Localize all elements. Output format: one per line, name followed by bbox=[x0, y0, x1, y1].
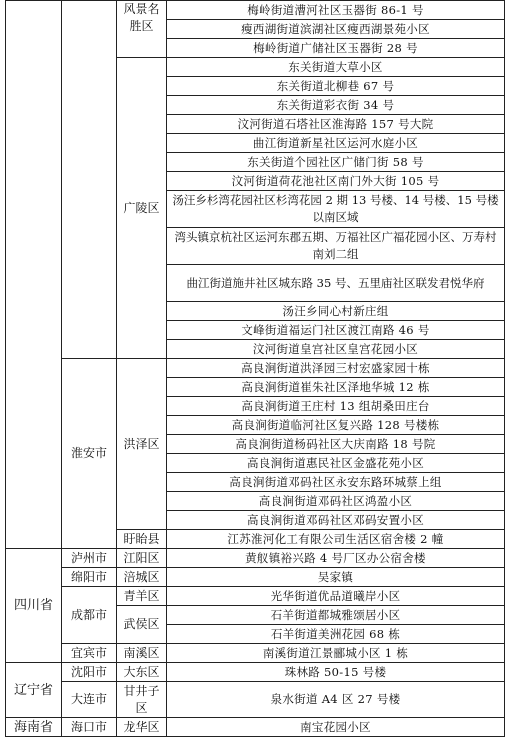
address-cell: 梅岭街道漕河社区玉器街 86-1 号 bbox=[167, 1, 505, 20]
address-cell: 高良涧街道洪泽园三村宏盛家园十栋 bbox=[167, 359, 505, 378]
province-cell: 四川省 bbox=[6, 549, 62, 663]
address-cell: 汶河街道石塔社区淮海路 157 号大院 bbox=[167, 115, 505, 134]
address-cell: 高良涧街道崔朱社区泽地华城 12 栋 bbox=[167, 378, 505, 397]
city-cell: 海口市 bbox=[62, 718, 117, 737]
province-cell: 海南省 bbox=[6, 718, 62, 737]
address-cell: 曲江街道施井社区城东路 35 号、五里庙社区联发君悦华府 bbox=[167, 265, 505, 302]
address-cell: 文峰街道福运门社区渡江南路 46 号 bbox=[167, 321, 505, 340]
address-cell: 黄舣镇裕兴路 4 号厂区办公宿舍楼 bbox=[167, 549, 505, 568]
district-cell: 南溪区 bbox=[117, 644, 167, 663]
address-cell: 高良涧街道惠民社区金盛花苑小区 bbox=[167, 454, 505, 473]
district-cell: 大东区 bbox=[117, 663, 167, 682]
address-cell: 湾头镇京杭社区运河东郡五期、万福社区广福花园小区、万寿村南刘二组 bbox=[167, 228, 505, 265]
address-cell: 东关街道北柳巷 67 号 bbox=[167, 77, 505, 96]
city-cell: 大连市 bbox=[62, 682, 117, 718]
address-cell: 高良涧街道杨码社区大庆南路 18 号院 bbox=[167, 435, 505, 454]
district-cell: 洪泽区 bbox=[117, 359, 167, 530]
address-cell: 吴家镇 bbox=[167, 568, 505, 587]
address-cell: 石羊街道美洲花园 68 栋 bbox=[167, 625, 505, 644]
address-cell: 高良涧街道邓码社区邓码安置小区 bbox=[167, 511, 505, 530]
risk-area-table bbox=[5, 0, 505, 737]
address-cell: 东关街道个园社区广储门街 58 号 bbox=[167, 153, 505, 172]
address-cell: 汶河街道荷花池社区南门外大街 105 号 bbox=[167, 172, 505, 191]
address-cell: 南宝花园小区 bbox=[167, 718, 505, 737]
address-cell: 东关街道大草小区 bbox=[167, 58, 505, 77]
district-cell: 盱眙县 bbox=[117, 530, 167, 549]
district-cell: 武侯区 bbox=[117, 606, 167, 644]
address-cell: 光华街道优品道曦岸小区 bbox=[167, 587, 505, 606]
address-cell: 江苏淮河化工有限公司生活区宿舍楼 2 幢 bbox=[167, 530, 505, 549]
address-cell: 汤汪乡同心村新庄组 bbox=[167, 302, 505, 321]
district-cell: 风景名胜区 bbox=[117, 1, 167, 58]
district-cell: 青羊区 bbox=[117, 587, 167, 606]
district-cell: 甘井子区 bbox=[117, 682, 167, 718]
address-cell: 汤汪乡杉湾花园社区杉湾花园 2 期 13 号楼、14 号楼、15 号楼以南区域 bbox=[167, 191, 505, 228]
address-cell: 瘦西湖街道滨湖社区瘦西湖景苑小区 bbox=[167, 20, 505, 39]
address-cell: 梅岭街道广储社区玉器街 28 号 bbox=[167, 39, 505, 58]
city-cell-continued bbox=[62, 1, 117, 359]
district-cell: 广陵区 bbox=[117, 58, 167, 359]
address-cell: 高良涧街道临河社区复兴路 128 号楼栋 bbox=[167, 416, 505, 435]
city-cell: 泸州市 bbox=[62, 549, 117, 568]
address-cell: 曲江街道新星社区运河水庭小区 bbox=[167, 134, 505, 153]
address-cell: 东关街道彩衣街 34 号 bbox=[167, 96, 505, 115]
province-cell-continued bbox=[6, 1, 62, 549]
address-cell: 南溪街道江景郦城小区 1 栋 bbox=[167, 644, 505, 663]
address-cell: 汶河街道皇宫社区皇宫花园小区 bbox=[167, 340, 505, 359]
city-cell: 成都市 bbox=[62, 587, 117, 644]
address-cell: 高良涧街道王庄村 13 组胡桑田庄台 bbox=[167, 397, 505, 416]
district-cell: 江阳区 bbox=[117, 549, 167, 568]
address-cell: 高良涧街道邓码社区永安东路环城蔡上组 bbox=[167, 473, 505, 492]
city-cell: 沈阳市 bbox=[62, 663, 117, 682]
district-cell: 涪城区 bbox=[117, 568, 167, 587]
address-cell: 高良涧街道邓码社区鸿盈小区 bbox=[167, 492, 505, 511]
city-cell: 宜宾市 bbox=[62, 644, 117, 663]
address-cell: 泉水街道 A4 区 27 号楼 bbox=[167, 682, 505, 718]
city-cell: 绵阳市 bbox=[62, 568, 117, 587]
address-cell: 珠林路 50-15 号楼 bbox=[167, 663, 505, 682]
address-cell: 石羊街道都城雅颂居小区 bbox=[167, 606, 505, 625]
document-page bbox=[5, 0, 504, 735]
city-cell: 淮安市 bbox=[62, 359, 117, 549]
district-cell: 龙华区 bbox=[117, 718, 167, 737]
province-cell: 辽宁省 bbox=[6, 663, 62, 718]
